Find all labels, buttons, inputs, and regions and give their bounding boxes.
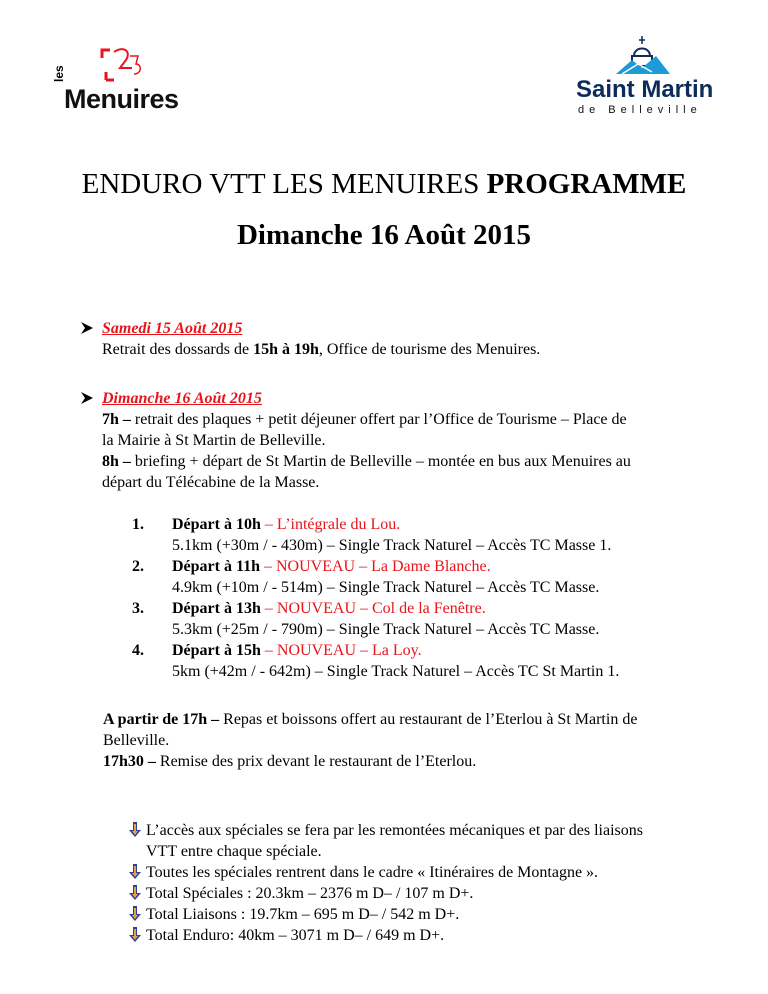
sunday-line-2: la Mairie à St Martin de Belleville. xyxy=(102,432,326,449)
arrow-bullet-icon xyxy=(80,321,94,335)
page-subtitle: Dimanche 16 Août 2015 xyxy=(236,219,532,251)
down-arrow-bullet-icon xyxy=(128,927,142,943)
arrow-bullet-icon xyxy=(80,391,94,405)
saint-martin-logo xyxy=(572,34,712,114)
event-item: 2. Départ à 11h – NOUVEAU – La Dame Blanche. 4.9km (+10m / - 514m) – Single Track Naturel – Accès TC Masse. xyxy=(132,558,600,596)
note-item: Total Liaisons : 19.7km – 695 m D– / 542 m D+. xyxy=(128,904,643,925)
logo-subtitle: de Belleville xyxy=(578,104,702,116)
saturday-heading: Samedi 15 Août 2015 xyxy=(102,320,243,337)
note-item: Toutes les spéciales rentrent dans le cadre « Itinéraires de Montagne ». xyxy=(128,862,643,883)
note-item: Total Enduro: 40km – 3071 m D– / 649 m D+. xyxy=(128,925,643,946)
les-menuires-emblem-icon xyxy=(92,46,152,86)
sunday-line-4: départ du Télécabine de la Masse. xyxy=(102,474,320,491)
saturday-text: Retrait des dossards de 15h à 19h, Office de tourisme des Menuires. xyxy=(102,341,541,358)
meal-line: A partir de 17h – Repas et boissons offert au restaurant de l’Eterlou à St Martin de xyxy=(103,711,638,728)
note-item-continued: VTT entre chaque spéciale. xyxy=(146,843,322,860)
sunday-line-1: 7h – retrait des plaques + petit déjeuner offert par l’Office de Tourisme – Place de xyxy=(102,411,627,428)
logo-name-saint-martin: Saint Martin xyxy=(576,76,714,103)
note-item: L’accès aux spéciales se fera par les remontées mécaniques et par des liaisons xyxy=(128,820,643,841)
notes-list xyxy=(128,820,643,946)
saturday-section xyxy=(80,318,540,360)
sunday-heading: Dimanche 16 Août 2015 xyxy=(102,390,262,407)
awards-line: 17h30 – Remise des prix devant le restaurant de l’Eterlou. xyxy=(103,753,477,770)
note-item: Total Spéciales : 20.3km – 2376 m D– / 107 m D+. xyxy=(128,883,643,904)
meal-line-cont: Belleville. xyxy=(103,732,170,749)
les-menuires-logo xyxy=(52,46,192,112)
church-mountain-icon xyxy=(612,34,672,78)
sunday-line-3: 8h – briefing + départ de St Martin de Belleville – montée en bus aux Menuires au xyxy=(102,453,631,470)
logo-name: Menuires xyxy=(64,84,179,114)
down-arrow-bullet-icon xyxy=(128,864,142,880)
events-list xyxy=(132,514,619,682)
evening-section xyxy=(103,709,723,772)
down-arrow-bullet-icon xyxy=(128,822,142,838)
title-strong: PROGRAMME xyxy=(486,168,687,200)
event-item: 3. Départ à 13h – NOUVEAU – Col de la Fenêtre. 5.3km (+25m / - 790m) – Single Track Naturel – Accès TC Masse. xyxy=(132,600,600,638)
title-main: ENDURO VTT LES MENUIRES xyxy=(81,168,487,200)
down-arrow-bullet-icon xyxy=(128,885,142,901)
event-item: 1. Départ à 10h – L’intégrale du Lou. 5.1km (+30m / - 430m) – Single Track Naturel – Accès TC Masse 1. xyxy=(132,516,612,554)
logo-prefix: les xyxy=(52,65,66,82)
page-title xyxy=(0,168,768,201)
event-item: 4. Départ à 15h – NOUVEAU – La Loy. 5km (+42m / - 642m) – Single Track Naturel – Accès TC St Martin 1. xyxy=(132,642,620,680)
sunday-section xyxy=(80,388,631,493)
down-arrow-bullet-icon xyxy=(128,906,142,922)
